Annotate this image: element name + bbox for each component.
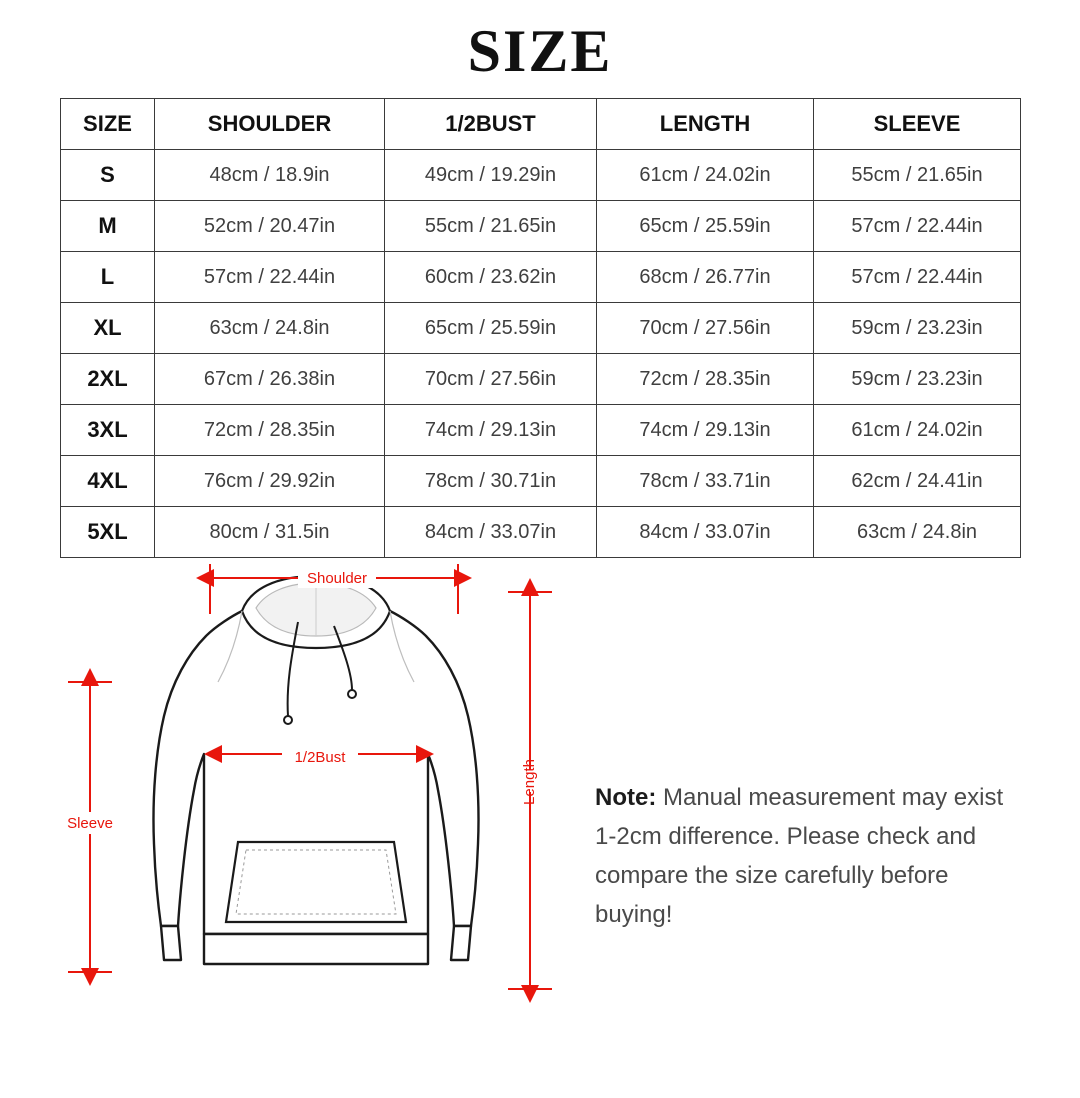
measurement-diagram-area — [0, 564, 1080, 1044]
cell-length: 70cm / 27.56in — [597, 303, 814, 354]
hoodie-illustration — [60, 564, 580, 1034]
cell-bust: 84cm / 33.07in — [385, 507, 597, 558]
cell-shoulder: 76cm / 29.92in — [155, 456, 385, 507]
cell-size: L — [61, 252, 155, 303]
cell-sleeve: 57cm / 22.44in — [814, 252, 1021, 303]
table-row — [61, 303, 1021, 354]
cell-shoulder: 57cm / 22.44in — [155, 252, 385, 303]
sleeve-label: Sleeve — [67, 815, 113, 832]
sleeve-measure-line — [66, 682, 116, 972]
bust-label: 1/2Bust — [294, 749, 346, 766]
cell-bust: 60cm / 23.62in — [385, 252, 597, 303]
size-chart-table — [60, 98, 1021, 558]
cell-shoulder: 72cm / 28.35in — [155, 405, 385, 456]
shoulder-label: Shoulder — [306, 570, 368, 587]
cell-sleeve: 62cm / 24.41in — [814, 456, 1021, 507]
note-block — [595, 779, 1025, 935]
cell-size: XL — [61, 303, 155, 354]
hoodie-outline — [153, 611, 478, 964]
cell-bust: 78cm / 30.71in — [385, 456, 597, 507]
column-header-size: SIZE — [61, 99, 155, 150]
cell-size: 4XL — [61, 456, 155, 507]
table-header-row — [61, 99, 1021, 150]
cell-length: 84cm / 33.07in — [597, 507, 814, 558]
note-text: Manual measurement may exist 1-2cm difference. Please check and compare the size carefully before buying! — [595, 784, 1004, 928]
size-chart-table-container — [60, 98, 1020, 558]
cell-bust: 70cm / 27.56in — [385, 354, 597, 405]
page-title: SIZE — [467, 18, 613, 84]
cell-length: 68cm / 26.77in — [597, 252, 814, 303]
cell-bust: 65cm / 25.59in — [385, 303, 597, 354]
table-row — [61, 507, 1021, 558]
cell-length: 65cm / 25.59in — [597, 201, 814, 252]
cell-shoulder: 80cm / 31.5in — [155, 507, 385, 558]
cell-bust: 74cm / 29.13in — [385, 405, 597, 456]
table-row — [61, 354, 1021, 405]
cell-length: 61cm / 24.02in — [597, 150, 814, 201]
cell-shoulder: 48cm / 18.9in — [155, 150, 385, 201]
cell-length: 72cm / 28.35in — [597, 354, 814, 405]
cell-bust: 49cm / 19.29in — [385, 150, 597, 201]
length-measure-line — [506, 592, 556, 989]
cell-sleeve: 63cm / 24.8in — [814, 507, 1021, 558]
table-row — [61, 252, 1021, 303]
cell-sleeve: 55cm / 21.65in — [814, 150, 1021, 201]
cell-size: 5XL — [61, 507, 155, 558]
cell-sleeve: 59cm / 23.23in — [814, 303, 1021, 354]
column-header-shoulder: SHOULDER — [155, 99, 385, 150]
column-header-bust: 1/2BUST — [385, 99, 597, 150]
column-header-sleeve: SLEEVE — [814, 99, 1021, 150]
cell-size: 3XL — [61, 405, 155, 456]
cell-length: 78cm / 33.71in — [597, 456, 814, 507]
table-row — [61, 456, 1021, 507]
cell-sleeve: 57cm / 22.44in — [814, 201, 1021, 252]
cell-shoulder: 52cm / 20.47in — [155, 201, 385, 252]
cell-sleeve: 61cm / 24.02in — [814, 405, 1021, 456]
cell-length: 74cm / 29.13in — [597, 405, 814, 456]
cell-sleeve: 59cm / 23.23in — [814, 354, 1021, 405]
cell-size: M — [61, 201, 155, 252]
table-row — [61, 201, 1021, 252]
note-label: Note: — [595, 784, 657, 811]
table-row — [61, 150, 1021, 201]
cell-shoulder: 63cm / 24.8in — [155, 303, 385, 354]
cell-size: 2XL — [61, 354, 155, 405]
cell-size: S — [61, 150, 155, 201]
length-label: Length — [521, 759, 538, 805]
cell-shoulder: 67cm / 26.38in — [155, 354, 385, 405]
cell-bust: 55cm / 21.65in — [385, 201, 597, 252]
column-header-length: LENGTH — [597, 99, 814, 150]
table-row — [61, 405, 1021, 456]
